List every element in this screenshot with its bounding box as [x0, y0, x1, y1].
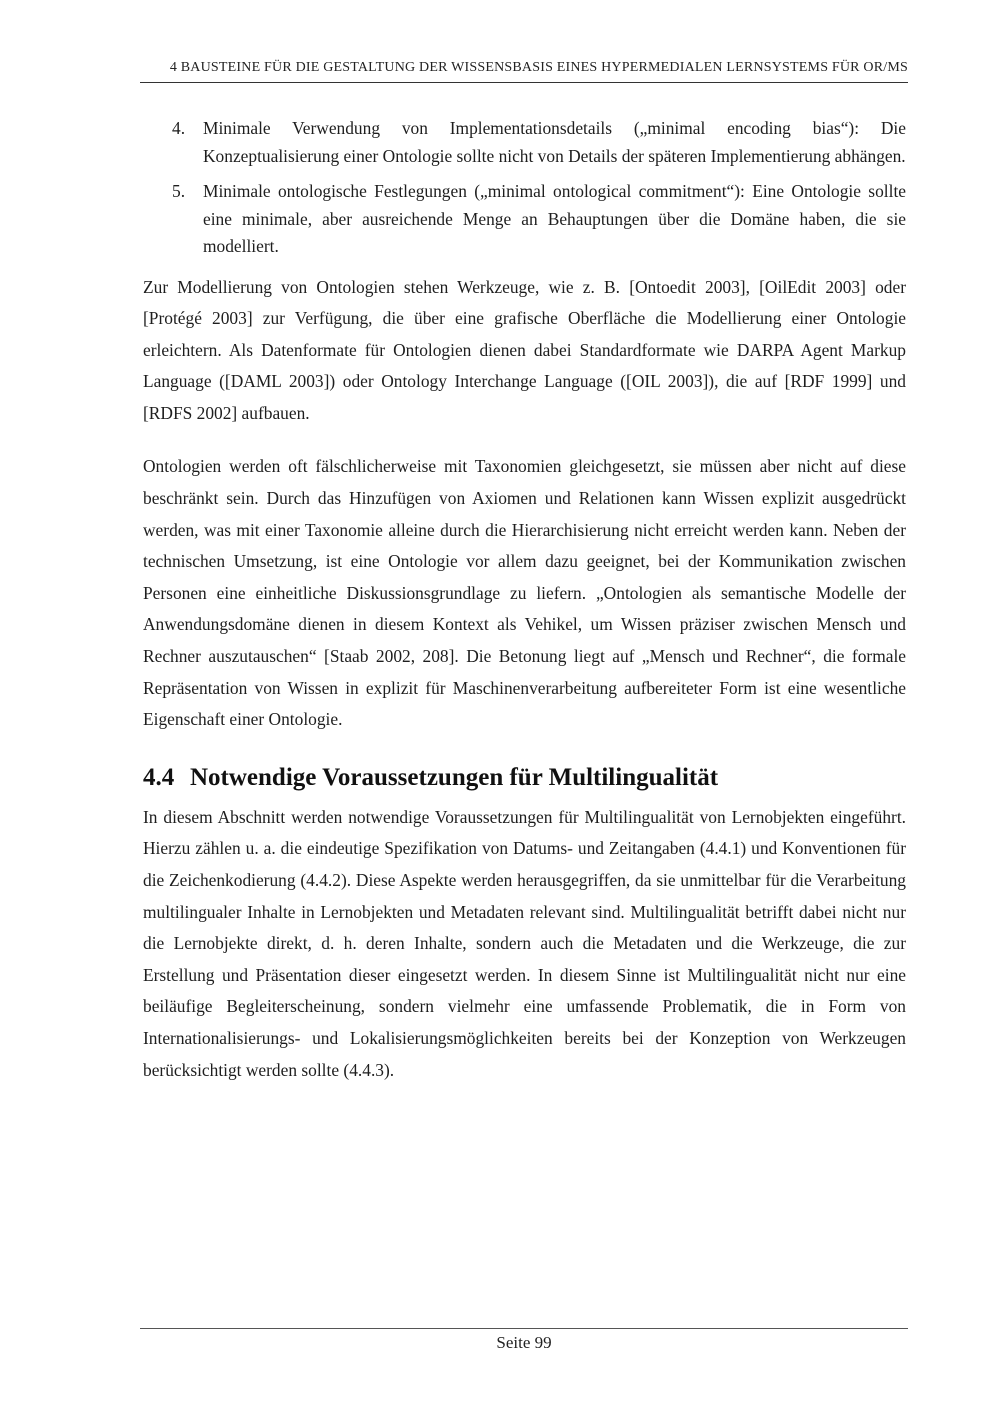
page-number: Seite 99 [496, 1333, 552, 1352]
running-header: 4 BAUSTEINE FÜR DIE GESTALTUNG DER WISSENSBASIS EINES HYPERMEDIALEN LERNSYSTEMS FÜR OR/MS [169, 60, 908, 75]
list-item-5 [143, 178, 906, 261]
section-title: Notwendige Voraussetzungen für Multilingualität [190, 763, 719, 791]
list-number: 4. [172, 118, 186, 138]
paragraph-multilingual: In diesem Abschnitt werden notwendige Voraussetzungen für Multilingualität von Lernobjekten eingeführt. Hierzu zählen u. a. die eindeutige Spezifikation von Datums- und Zeitangaben (4.4.1) und Konventionen für die Zeichenkodierung (4.4.2). Diese Aspekte werden herausgegriffen, da sie unmittelbar für die Verarbeitung multilingualer Inhalte in Lernobjekten und Metadaten relevant sind. Multilingualität betrifft dabei nicht nur die Lernobjekte direkt, d. h. deren Inhalte, sondern auch die Metadaten und die Werkzeuge, die zur Erstellung und Präsentation dieser eingesetzt werden. In diesem Sinne ist Multilingualität nicht nur eine beiläufige Begleiterscheinung, sondern vielmehr eine umfassende Problematik, die in Form von Internationalisierungs- und Lokalisierungsmöglichkeiten bereits bei der Konzeption von Werkzeugen berücksichtigt werden sollte (4.4.3). [143, 806, 906, 1080]
list-item-4 [143, 115, 906, 170]
list-item-text: Minimale Verwendung von Implementationsdetails („minimal encoding bias“): Die Konzeptualisierung einer Ontologie sollte nicht von Details der späteren Implementierung abhängen. [203, 118, 906, 166]
paragraph-ontologies: Ontologien werden oft fälschlicherweise mit Taxonomien gleichgesetzt, sie müssen aber nicht auf diese beschränkt sein. Durch das Hinzufügen von Axiomen und Relationen kann Wissen explizit ausgedrückt werden, was mit einer Taxonomie alleine durch die Hierarchisierung nicht erreicht werden kann. Neben der technischen Umsetzung, ist eine Ontologie vor allem dazu geeignet, bei der Kommunikation zwischen Personen eine einheitliche Diskussionsgrundlage zu liefern. „Ontologien als semantische Modelle der Anwendungsdomäne dienen in diesem Kontext als Vehikel, um Wissen präziser zwischen Mensch und Rechner auszutauschen“ [Staab 2002, 208]. Die Betonung liegt auf „Mensch und Rechner“, die formale Repräsentation von Wissen in explizit für Maschinenverarbeitung aufbereiteter Form ist eine wesentliche Eigenschaft einer Ontologie. [143, 456, 906, 730]
footer-divider [140, 1328, 908, 1329]
section-number: 4.4 [143, 763, 175, 791]
list-item-text: Minimale ontologische Festlegungen („minimal ontological commitment“): Eine Ontologie sollte eine minimale, aber ausreichende Menge an Behauptungen über die Domäne haben, die sie modelliert. [203, 181, 906, 256]
paragraph-tools: Zur Modellierung von Ontologien stehen Werkzeuge, wie z. B. [Ontoedit 2003], [OilEdit 2003] oder [Protégé 2003] zur Verfügung, die über eine grafische Oberfläche die Modellierung einer Ontologie erleichtern. Als Datenformate für Ontologien dienen dabei Standardformate wie DARPA Agent Markup Language ([DAML 2003]) oder Ontology Interchange Language ([OIL 2003]), die auf [RDF 1999] und [RDFS 2002] aufbauen. [143, 276, 906, 423]
page-content [143, 115, 906, 1086]
section-heading [143, 763, 906, 793]
list-number: 5. [172, 181, 186, 201]
header-divider [140, 82, 908, 83]
